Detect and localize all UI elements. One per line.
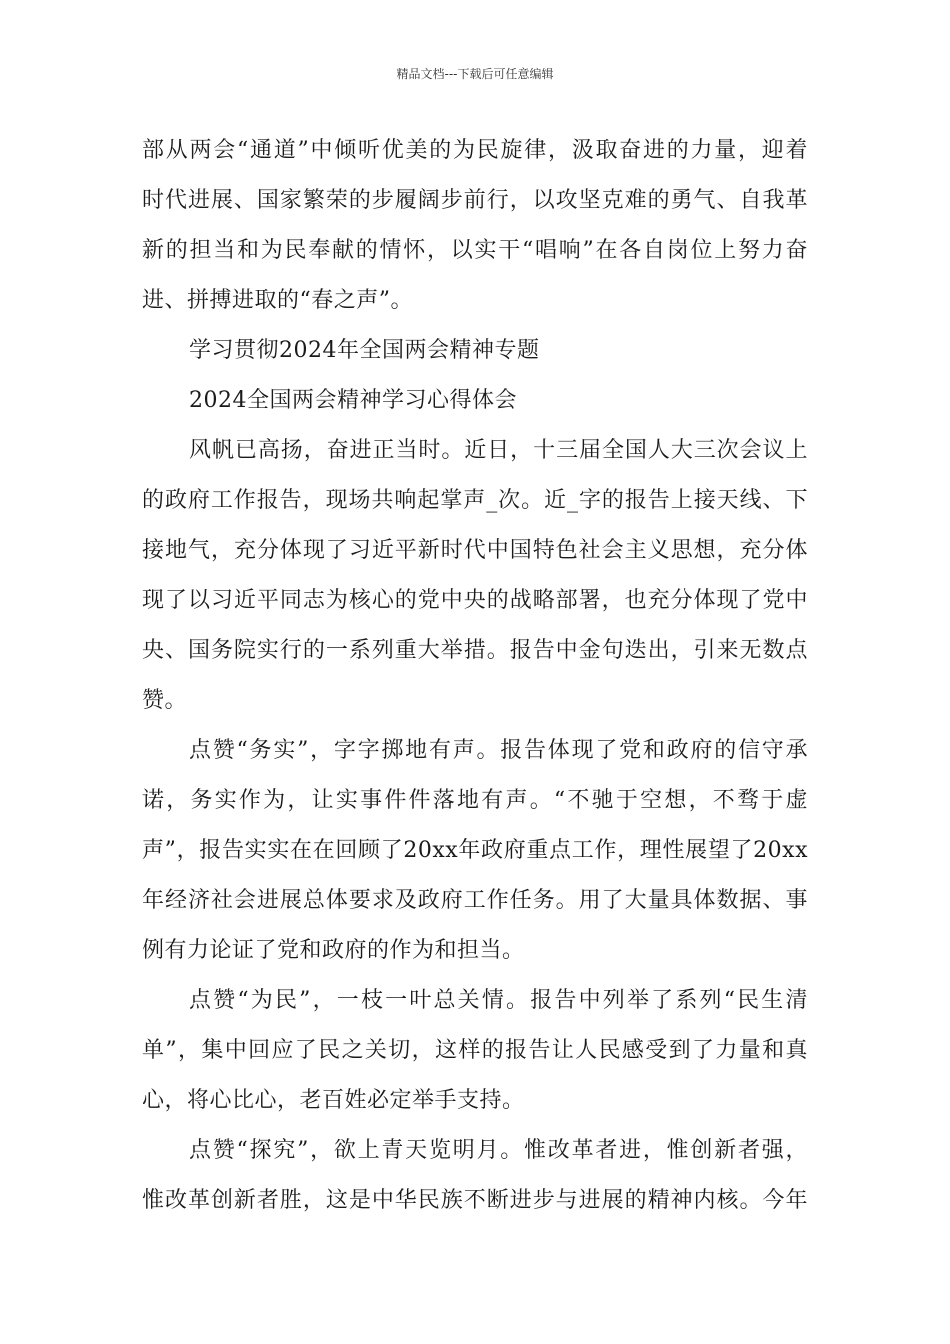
paragraph-line: 惟改革创新者胜，这是中华民族不断进步与进展的精神内核。今年 (142, 1188, 808, 1213)
article-title: 2024全国两会精神学习心得体会 (189, 388, 517, 413)
page-header: 精品文档---下载后可任意编辑 (396, 67, 554, 81)
paragraph-line: 单”，集中回应了民之关切，这样的报告让人民感受到了力量和真 (142, 1038, 808, 1063)
paragraph-line: 新的担当和为民奉献的情怀，以实干“唱响”在各自岗位上努力奋 (142, 238, 808, 263)
section-title: 学习贯彻2024年全国两会精神专题 (189, 338, 540, 363)
paragraph-line: 进、拼搏进取的“春之声”。 (142, 288, 413, 313)
paragraph-line: 例有力论证了党和政府的作为和担当。 (142, 938, 525, 963)
paragraph-line: 接地气，充分体现了习近平新时代中国特色社会主义思想，充分体 (142, 538, 808, 563)
paragraph-line: 央、国务院实行的一系列重大举措。报告中金句迭出，引来无数点 (142, 638, 808, 663)
paragraph-line: 点赞“务实”，字字掷地有声。报告体现了党和政府的信守承 (189, 738, 808, 763)
paragraph-line: 点赞“为民”，一枝一叶总关情。报告中列举了系列“民生清 (189, 988, 808, 1013)
paragraph-line: 声”，报告实实在在回顾了20xx年政府重点工作，理性展望了20xx (142, 838, 808, 863)
paragraph-line: 风帆已高扬，奋进正当时。近日，十三届全国人大三次会议上 (189, 438, 808, 463)
paragraph-line: 现了以习近平同志为核心的党中央的战略部署，也充分体现了党中 (142, 588, 808, 613)
paragraph-line: 点赞“探究”，欲上青天览明月。惟改革者进，惟创新者强， (189, 1138, 808, 1163)
paragraph-line: 赞。 (142, 688, 188, 713)
paragraph-line: 心，将心比心，老百姓必定举手支持。 (142, 1088, 525, 1113)
paragraph-line: 年经济社会进展总体要求及政府工作任务。用了大量具体数据、事 (142, 888, 808, 913)
paragraph-line: 诺，务实作为，让实事件件落地有声。“不驰于空想，不骛于虚 (142, 788, 808, 813)
document-body (142, 126, 808, 1226)
paragraph-line: 部从两会“通道”中倾听优美的为民旋律，汲取奋进的力量，迎着 (142, 138, 808, 163)
paragraph-line: 的政府工作报告，现场共响起掌声_次。近_字的报告上接天线、下 (142, 488, 808, 513)
paragraph-line: 时代进展、国家繁荣的步履阔步前行，以攻坚克难的勇气、自我革 (142, 188, 808, 213)
